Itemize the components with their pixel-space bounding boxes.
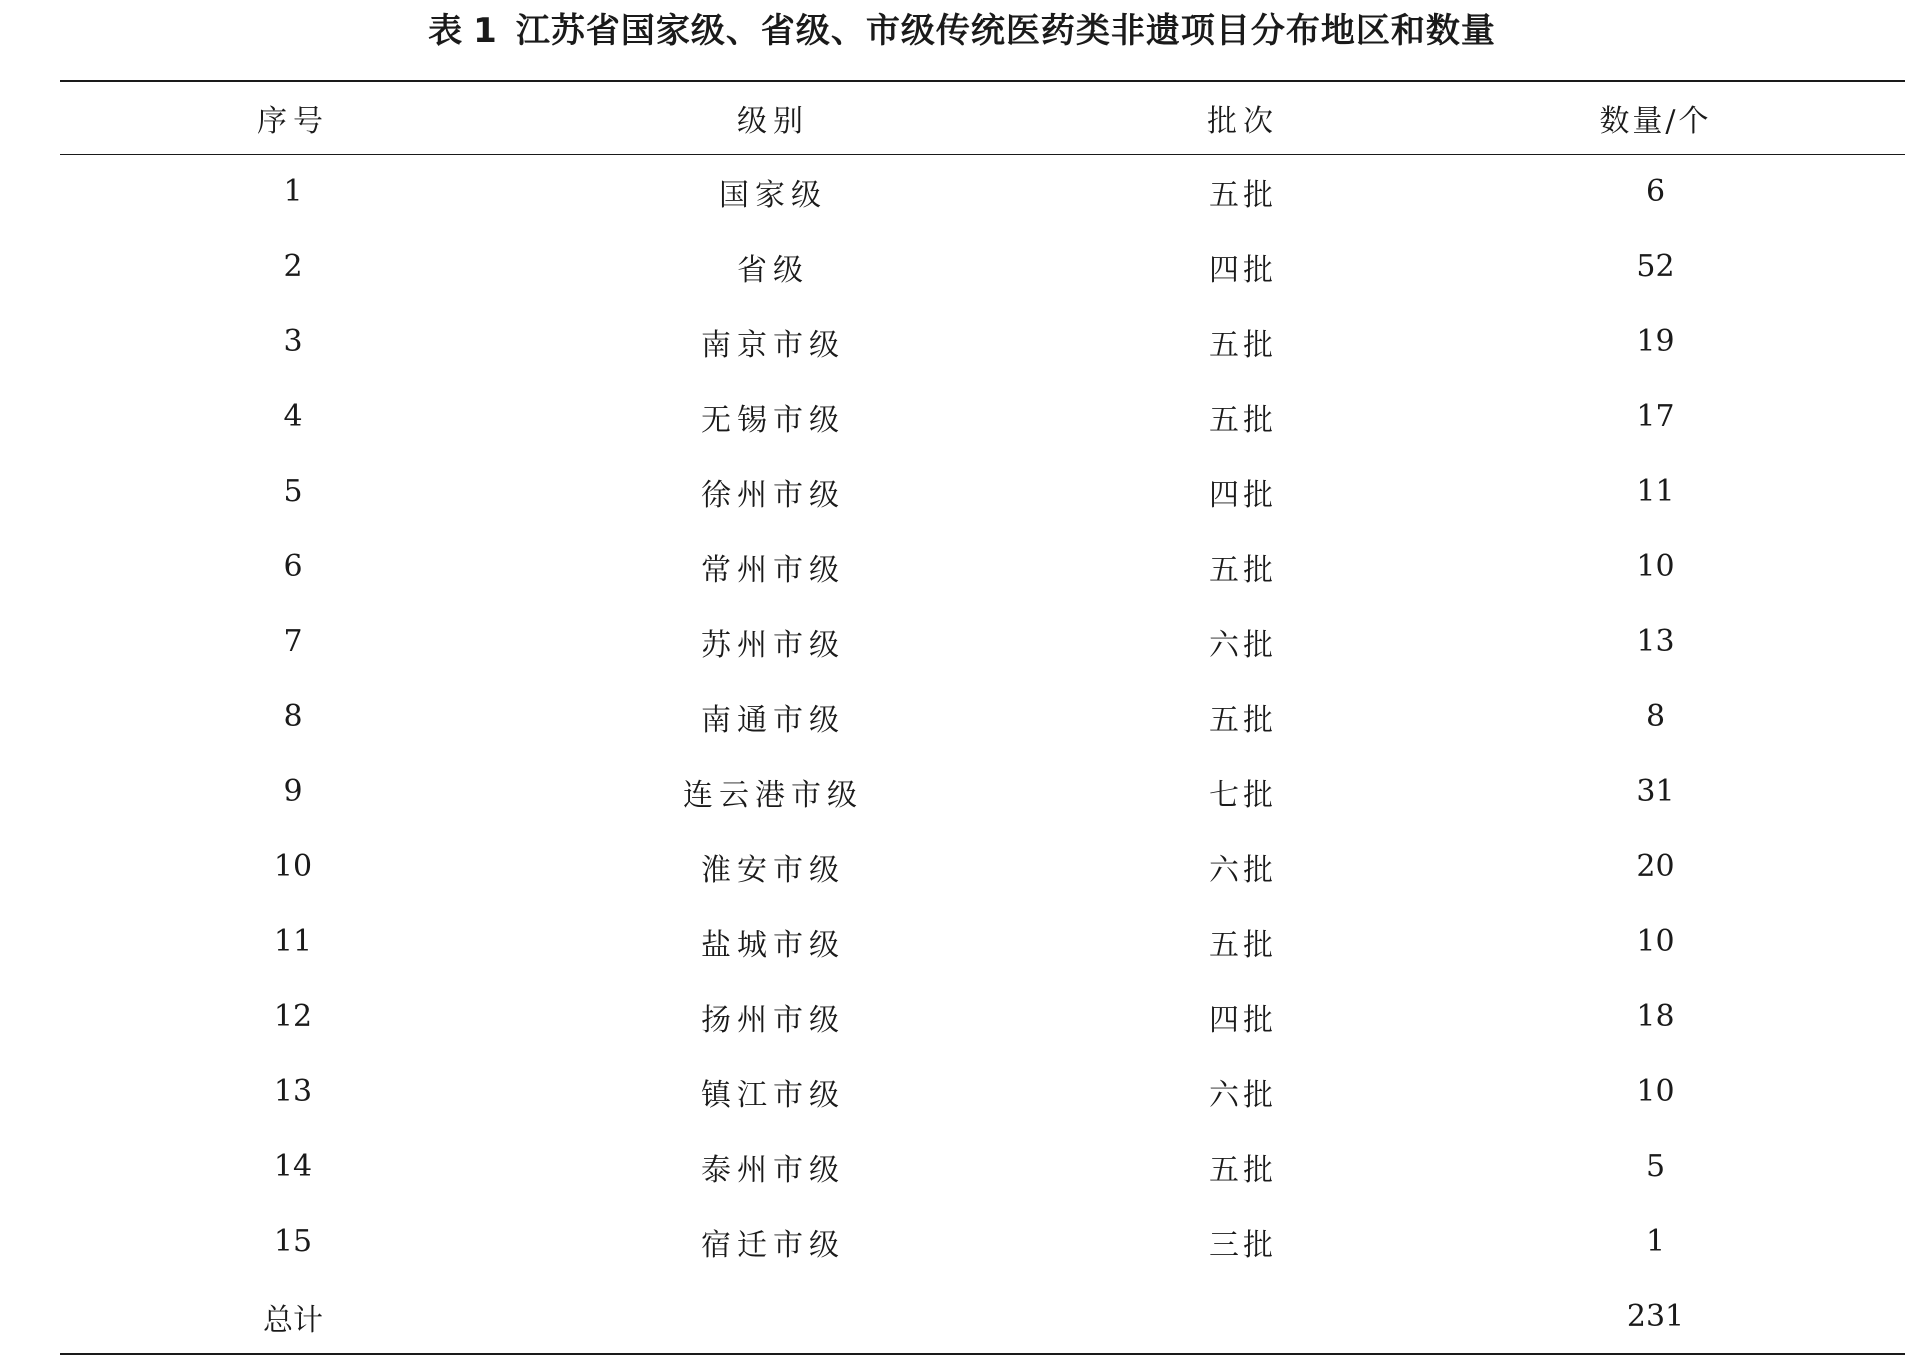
row-index-cell: 2	[283, 249, 303, 284]
total-batch-cell	[1100, 1279, 1426, 1354]
row-count-cell: 10	[1636, 924, 1675, 959]
row-count-cell: 1	[1645, 1224, 1666, 1259]
row-index-cell: 9	[283, 774, 303, 809]
row-batch-cell: 六批	[1209, 852, 1277, 888]
header-level: 级别	[737, 104, 809, 139]
table-row	[60, 1054, 1905, 1129]
row-count-cell: 19	[1636, 324, 1675, 359]
row-index-cell: 6	[283, 549, 303, 584]
table-caption	[0, 2, 1924, 60]
row-level-cell: 连云港市级	[683, 777, 863, 813]
row-index-cell: 4	[283, 399, 303, 434]
table-row	[60, 154, 1905, 229]
table-row	[60, 304, 1905, 379]
caption-label: 表	[428, 11, 464, 51]
row-level-cell: 南通市级	[701, 702, 845, 738]
row-batch-cell: 三批	[1209, 1227, 1277, 1263]
row-index-cell: 14	[273, 1149, 313, 1184]
row-batch-cell: 七批	[1209, 777, 1277, 813]
row-batch-cell: 五批	[1209, 1152, 1277, 1188]
row-index-cell: 12	[273, 999, 313, 1034]
row-count-cell: 5	[1645, 1149, 1666, 1184]
row-batch-cell: 五批	[1209, 402, 1277, 438]
row-batch-cell: 五批	[1209, 702, 1277, 738]
table-row	[60, 979, 1905, 1054]
row-level-cell: 省级	[737, 252, 809, 288]
row-batch-cell: 五批	[1209, 177, 1277, 213]
row-index-cell: 15	[273, 1224, 313, 1259]
row-level-cell: 镇江市级	[701, 1077, 845, 1113]
row-count-cell: 31	[1636, 774, 1675, 809]
row-index-cell: 11	[273, 924, 313, 959]
row-level-cell: 南京市级	[701, 327, 845, 363]
row-count-cell: 13	[1636, 624, 1675, 659]
header-index: 序号	[257, 104, 329, 139]
table-row	[60, 679, 1905, 754]
row-batch-cell: 四批	[1209, 1002, 1277, 1038]
row-batch-cell: 四批	[1209, 252, 1277, 288]
table-row	[60, 604, 1905, 679]
row-level-cell: 常州市级	[701, 552, 845, 588]
row-count-cell: 17	[1636, 399, 1675, 434]
caption-number: 1	[473, 11, 498, 51]
table-row	[60, 829, 1905, 904]
header-batch: 批次	[1207, 104, 1279, 139]
table-body	[60, 154, 1905, 1354]
header-row	[60, 82, 1905, 154]
row-level-cell: 苏州市级	[701, 627, 845, 663]
row-count-cell: 18	[1636, 999, 1675, 1034]
row-level-cell: 泰州市级	[701, 1152, 845, 1188]
table-row	[60, 904, 1905, 979]
row-count-cell: 52	[1636, 249, 1675, 284]
row-index-cell: 13	[273, 1074, 313, 1109]
row-level-cell: 盐城市级	[701, 927, 845, 963]
row-level-cell: 扬州市级	[701, 1002, 845, 1038]
table-row	[60, 454, 1905, 529]
table-row	[60, 379, 1905, 454]
row-index-cell: 7	[283, 624, 303, 659]
row-batch-cell: 四批	[1209, 477, 1277, 513]
row-count-cell: 10	[1636, 1074, 1675, 1109]
row-index-cell: 3	[283, 324, 303, 359]
row-batch-cell: 五批	[1209, 552, 1277, 588]
row-level-cell: 淮安市级	[701, 852, 845, 888]
row-batch-cell: 六批	[1209, 627, 1277, 663]
caption-title: 江苏省国家级、省级、市级传统医药类非遗项目分布地区和数量	[515, 11, 1496, 51]
row-index-cell: 10	[273, 849, 313, 884]
table-row	[60, 1204, 1905, 1279]
row-batch-cell: 五批	[1209, 327, 1277, 363]
row-index-cell: 8	[283, 699, 303, 734]
table-header	[60, 82, 1905, 154]
table-row	[60, 754, 1905, 829]
row-batch-cell: 六批	[1209, 1077, 1277, 1113]
table-row	[60, 529, 1905, 604]
table-row	[60, 229, 1905, 304]
total-level-cell	[516, 1279, 1100, 1354]
row-count-cell: 8	[1645, 699, 1666, 734]
row-count-cell: 6	[1645, 174, 1666, 209]
table-total-row	[60, 1279, 1905, 1354]
row-index-cell: 5	[283, 474, 303, 509]
row-batch-cell: 五批	[1209, 927, 1277, 963]
total-count-cell: 231	[1626, 1299, 1685, 1334]
row-level-cell: 宿迁市级	[701, 1227, 845, 1263]
data-table	[60, 82, 1905, 1354]
row-level-cell: 徐州市级	[701, 477, 845, 513]
row-count-cell: 20	[1636, 849, 1675, 884]
total-label-cell: 总计	[263, 1302, 323, 1338]
row-count-cell: 10	[1636, 549, 1675, 584]
row-level-cell: 国家级	[719, 177, 827, 213]
table-row	[60, 1129, 1905, 1204]
row-index-cell: 1	[283, 174, 303, 209]
header-count: 数量/个	[1599, 104, 1712, 139]
row-level-cell: 无锡市级	[701, 402, 845, 438]
row-count-cell: 11	[1636, 474, 1675, 509]
